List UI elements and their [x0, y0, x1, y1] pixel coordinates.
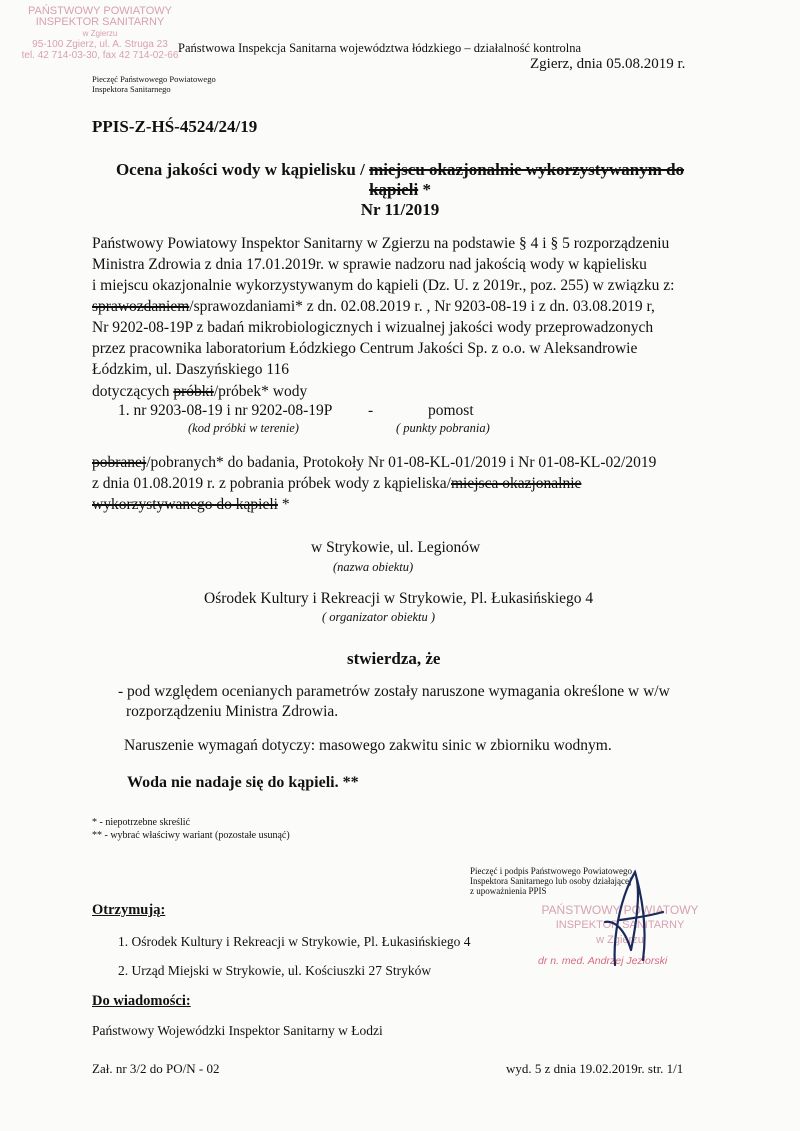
stamp-line: INSPEKTOR SANITARNY: [35, 16, 165, 28]
stamp-line: w Zgierzu: [82, 29, 118, 38]
footer-left: Zał. nr 3/2 do PO/N - 02: [92, 1061, 220, 1076]
sample-dash: -: [368, 402, 374, 419]
signature-caption-line: Inspektora Sanitarnego lub osoby działającej: [470, 876, 632, 886]
struck-text: sprawozdaniem: [92, 298, 190, 315]
violation-text: Naruszenie wymagań dotyczy: masowego zakwitu sinic w zbiorniku wodnym.: [124, 737, 612, 754]
samples-suffix: /próbek* wody: [213, 383, 308, 400]
signature-stamp-line: INSPEKTOR SANITARNY: [555, 919, 685, 931]
stamp-line: tel. 42 714-03-30, fax 42 714-02-66: [21, 50, 179, 61]
signature-stamp-line: PAŃSTWOWY POWIATOWY: [541, 903, 699, 917]
finding-heading: stwierdza, że: [347, 649, 441, 668]
stamp-line: 95-100 Zgierz, ul. A. Struga 23: [32, 39, 168, 50]
verdict-text: Woda nie nadaje się do kąpieli. **: [127, 774, 359, 791]
institution-header: Państwowa Inspekcja Sanitarna województwa łódzkiego – działalność kontrolna: [178, 41, 582, 55]
stamp-caption: [92, 74, 216, 94]
intro-paragraph: [92, 233, 712, 380]
intro-line: Nr 9202-08-19P z badań mikrobiologicznych i wizualnej jakości wody przeprowadzonych: [92, 319, 654, 336]
sample-item: 1. nr 9203-08-19 i nr 9202-08-19P: [118, 402, 333, 419]
taken-paragraph: [92, 452, 732, 515]
info-heading: Do wiadomości:: [92, 993, 191, 1009]
footnote: ** - wybrać właściwy wariant (pozostałe usunąć): [92, 830, 290, 841]
object-organizer-caption: ( organizator obiektu ): [322, 610, 436, 624]
samples-line: [92, 383, 307, 401]
intro-line-text: /sprawozdaniami* z dn. 02.08.2019 r. , Nr 9203-08-19 i z dn. 03.08.2019 r,: [189, 298, 655, 315]
title-line-1: [0, 160, 800, 180]
signatory-name: dr n. med. Andrzej Jeziorski: [538, 955, 668, 967]
footnote: * - niepotrzebne skreślić: [92, 817, 191, 828]
title-line-2: [0, 180, 800, 200]
sample-point: pomost: [428, 402, 474, 419]
title-text: Ocena jakości wody w kąpielisku /: [115, 160, 370, 179]
official-stamp-top: [10, 6, 190, 61]
taken-line: [92, 452, 732, 473]
intro-line: Ministra Zdrowia z dnia 17.01.2019r. w sprawie nadzoru nad jakością wody w kąpielisku: [92, 256, 647, 273]
info-recipient: Państwowy Wojewódzki Inspektor Sanitarny w Łodzi: [92, 1023, 383, 1038]
object-name-caption: (nazwa obiektu): [333, 560, 414, 574]
intro-line: [92, 296, 712, 317]
stamp-caption-line: Pieczęć Państwowego Powiatowego: [92, 74, 216, 84]
taken-line: [92, 494, 732, 515]
recipients-heading: Otrzymują:: [92, 902, 166, 918]
struck-text: wykorzystywanego do kąpieli: [92, 496, 278, 513]
stamp-caption-line: Inspektora Sanitarnego: [92, 84, 171, 94]
struck-text: miejsca okazjonalnie: [451, 475, 582, 492]
document-number: PPIS-Z-HŚ-4524/24/19: [92, 117, 258, 136]
object-organizer: Ośrodek Kultury i Rekreacji w Strykowie, Pl. Łukasińskiego 4: [204, 590, 594, 607]
intro-line: przez pracownika laboratorium Łódzkiego Centrum Jakości Sp. z o.o. w Aleksandrowie: [92, 340, 638, 357]
taken-line-text: /pobranych* do badania, Protokoły Nr 01-08-KL-01/2019 i Nr 01-08-KL-02/2019: [146, 454, 657, 471]
footnotes: [92, 816, 290, 842]
finding-bullet-cont: rozporządzeniu Ministra Zdrowia.: [126, 703, 339, 720]
handwritten-signature: [585, 860, 675, 970]
signature-caption-line: z upoważnienia PPIS: [470, 886, 547, 896]
signature-stamp-line: w Zgierzu: [596, 934, 644, 946]
document-title: [0, 160, 800, 220]
title-struck-text: kąpieli: [369, 180, 419, 199]
sample-code-caption: (kod próbki w terenie): [188, 421, 299, 435]
struck-text: próbki: [173, 383, 214, 400]
title-struck-text: miejscu okazjonalnie wykorzystywanym do: [369, 160, 685, 179]
recipient-item: 2. Urząd Miejski w Strykowie, ul. Kościuszki 27 Stryków: [118, 963, 432, 978]
struck-text: pobranej: [92, 454, 147, 471]
object-name: w Strykowie, ul. Legionów: [311, 539, 481, 556]
samples-prefix: dotyczących: [92, 383, 174, 400]
place-date: Zgierz, dnia 05.08.2019 r.: [530, 56, 686, 72]
sample-point-caption: ( punkty pobrania): [396, 421, 490, 435]
intro-line: Państwowy Powiatowy Inspektor Sanitarny w Zgierzu na podstawie § 4 i § 5 rozporządzeniu: [92, 235, 670, 252]
title-asterisk: *: [418, 180, 431, 199]
taken-line: [92, 473, 732, 494]
intro-line: i miejscu okazjonalnie wykorzystywanym do kąpieli (Dz. U. z 2019r., poz. 255) w związku z:: [92, 277, 675, 294]
taken-asterisk: *: [277, 496, 290, 513]
title-number: Nr 11/2019: [360, 200, 440, 219]
signature-caption-line: Pieczęć i podpis Państwowego Powiatowego: [470, 866, 632, 876]
footer-right: wyd. 5 z dnia 19.02.2019r. str. 1/1: [506, 1061, 684, 1076]
taken-line-text: z dnia 01.08.2019 r. z pobrania próbek wody z kąpieliska/: [92, 475, 451, 492]
finding-bullet: - pod względem ocenianych parametrów zostały naruszone wymagania określone w w/w: [118, 683, 670, 700]
recipient-item: 1. Ośrodek Kultury i Rekreacji w Strykowie, Pl. Łukasińskiego 4: [118, 934, 471, 949]
intro-line: Łódzkim, ul. Daszyńskiego 116: [92, 361, 290, 378]
stamp-line: PAŃSTWOWY POWIATOWY: [27, 5, 173, 17]
